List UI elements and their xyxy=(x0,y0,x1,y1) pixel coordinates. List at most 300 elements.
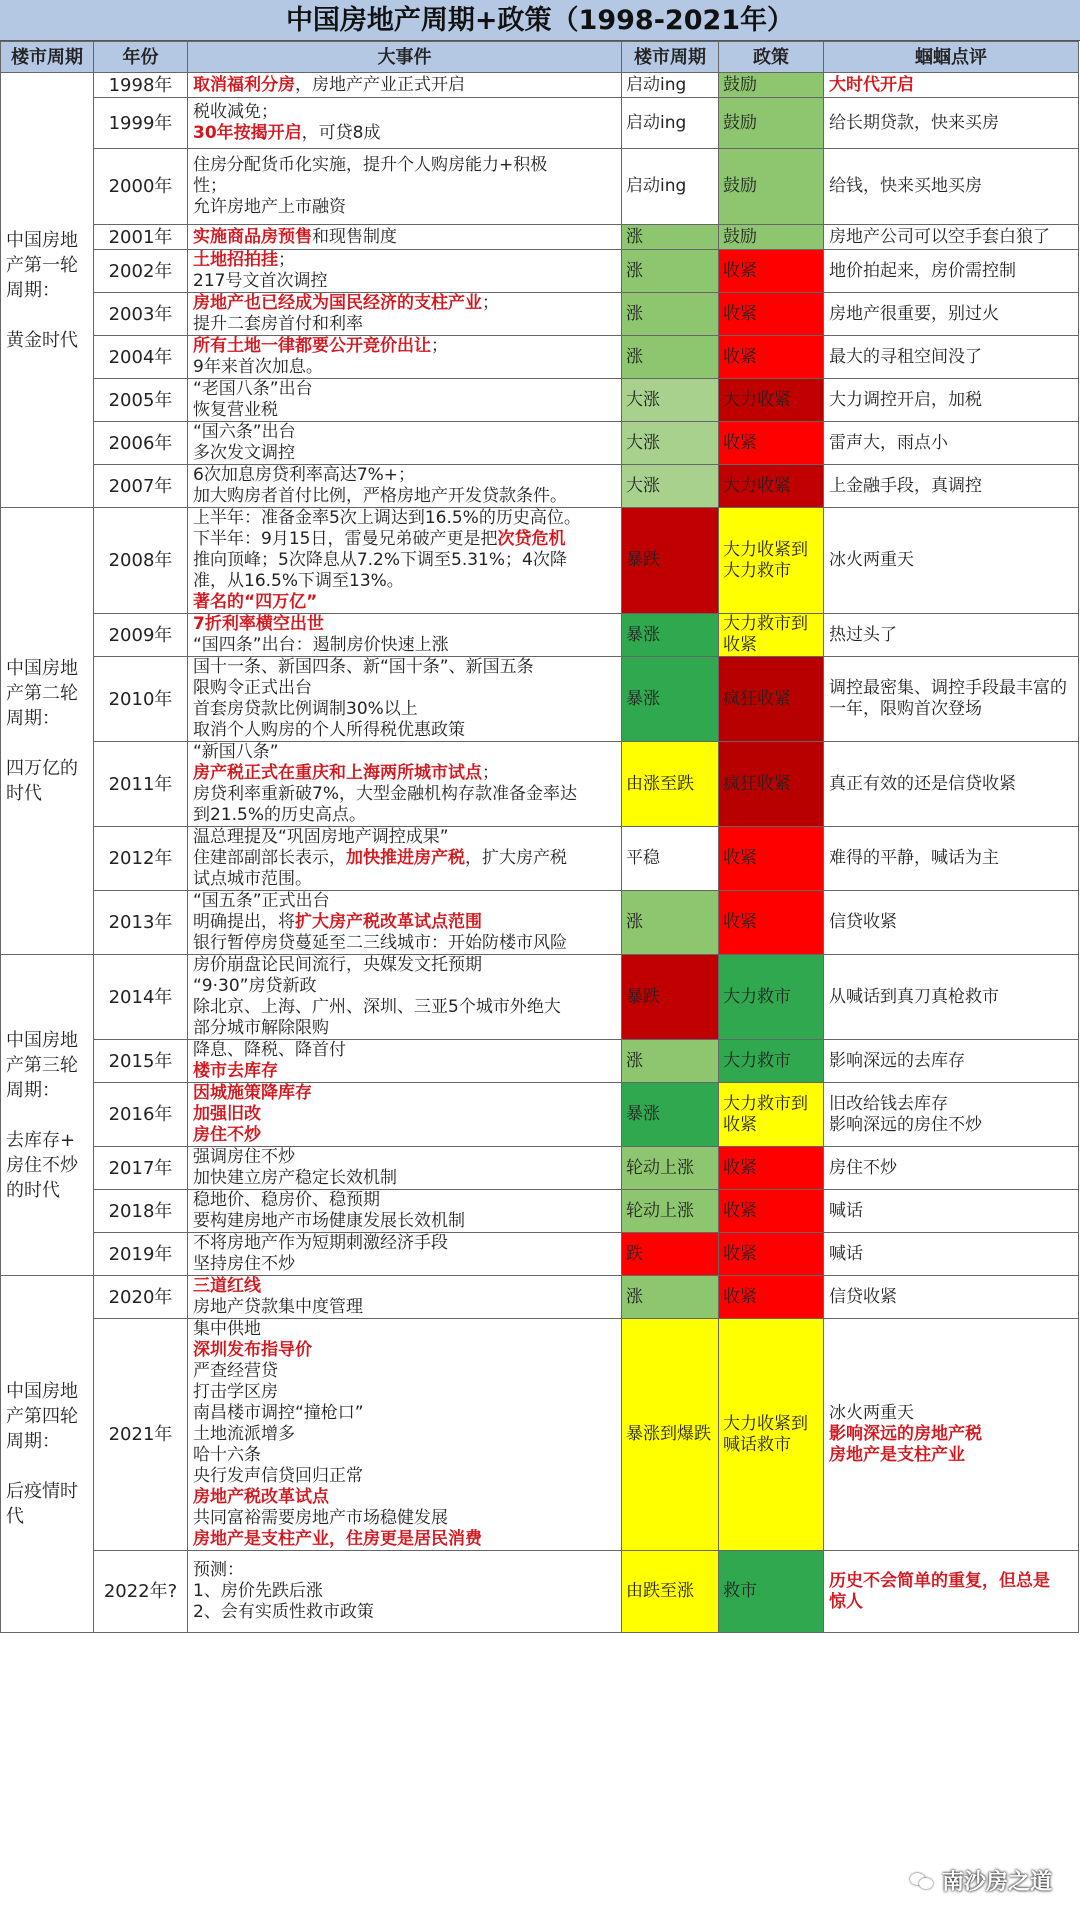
event-highlight: 楼市去库存 xyxy=(193,1061,278,1081)
event-text: 不将房地产作为短期刺激经济手段 xyxy=(193,1233,448,1253)
event-text: 加大购房者首付比例，严格房地产开发贷款条件。 xyxy=(193,486,567,506)
year-cell: 2005年 xyxy=(94,379,188,422)
event-highlight: 房地产税改革试点 xyxy=(193,1487,329,1507)
event-text: 税收减免； xyxy=(193,102,278,122)
event-text: 温总理提及“巩固房地产调控成果” xyxy=(193,827,449,847)
wechat-icon xyxy=(910,1871,936,1891)
cycle-cell: 涨 xyxy=(622,336,719,379)
comment-cell xyxy=(824,827,1079,891)
event-line xyxy=(193,422,618,443)
comment-text: 旧改给钱去库存 xyxy=(829,1093,948,1114)
event-highlight: 房地产也已经成为国民经济的支柱产业 xyxy=(193,293,482,313)
comment-text: 地价拍起来，房价需控制 xyxy=(829,260,1016,281)
event-text: 9年来首次加息。 xyxy=(193,357,323,377)
event-line xyxy=(193,805,618,826)
events-cell xyxy=(188,225,622,250)
year-cell: 2009年 xyxy=(94,614,188,657)
event-line xyxy=(193,508,618,529)
event-line xyxy=(193,571,618,592)
event-line xyxy=(193,657,618,678)
event-line xyxy=(193,1040,618,1061)
events-cell xyxy=(188,1083,622,1147)
event-highlight: 深圳发布指导价 xyxy=(193,1340,312,1360)
event-line xyxy=(193,1602,618,1623)
comment-cell xyxy=(824,293,1079,336)
table-row xyxy=(1,1083,1079,1147)
event-text: 要构建房地产市场健康发展长效机制 xyxy=(193,1211,465,1231)
event-highlight: 取消福利分房 xyxy=(193,74,295,95)
year-cell: 2017年 xyxy=(94,1147,188,1190)
event-text: 上半年：准备金率5次上调达到16.5%的历史高位。 xyxy=(193,508,581,528)
table-row xyxy=(1,1190,1079,1233)
comment-cell xyxy=(824,1551,1079,1633)
events-cell xyxy=(188,1319,622,1551)
watermark xyxy=(910,1865,1052,1896)
event-line xyxy=(193,699,618,720)
period-line: 中国房地 xyxy=(6,1381,78,1402)
year-cell: 2006年 xyxy=(94,422,188,465)
events-cell xyxy=(188,955,622,1040)
year-cell: 2004年 xyxy=(94,336,188,379)
event-highlight: 著名的“四万亿” xyxy=(193,592,318,612)
event-line xyxy=(193,1190,618,1211)
event-text: ； xyxy=(482,763,499,783)
cycle-cell: 启动ing xyxy=(622,98,719,149)
comment-text: 真正有效的还是信贷收紧 xyxy=(829,773,1016,794)
event-line xyxy=(193,1445,618,1466)
event-line xyxy=(193,592,618,613)
events-cell xyxy=(188,1551,622,1633)
event-line xyxy=(193,1508,618,1529)
event-text: “国五条”正式出台 xyxy=(193,891,330,911)
event-text: 1、房价先跌后涨 xyxy=(193,1581,323,1601)
period-cell xyxy=(1,73,94,508)
event-line xyxy=(193,1168,618,1189)
event-text: 打击学区房 xyxy=(193,1382,278,1402)
event-line xyxy=(193,176,618,197)
event-text: 下半年：9月15日，雷曼兄弟破产更是把 xyxy=(193,529,498,549)
events-cell xyxy=(188,657,622,742)
header-policy: 政策 xyxy=(719,42,824,73)
event-text: 国十一条、新国四条、新“国十条”、新国五条 xyxy=(193,657,534,677)
year-cell: 2001年 xyxy=(94,225,188,250)
event-text: 首套房贷款比例调制30%以上 xyxy=(193,699,418,719)
policy-cell: 疯狂收紧 xyxy=(719,657,824,742)
event-text: “老国八条”出台 xyxy=(193,379,313,399)
event-line xyxy=(193,933,618,954)
cycle-cell: 轮动上涨 xyxy=(622,1147,719,1190)
policy-cell: 收紧 xyxy=(719,293,824,336)
period-line xyxy=(6,1454,88,1479)
event-line xyxy=(193,1424,618,1445)
policy-cell: 救市 xyxy=(719,1551,824,1633)
year-cell: 2021年 xyxy=(94,1319,188,1551)
year-cell: 2010年 xyxy=(94,657,188,742)
comment-text: 信贷收紧 xyxy=(829,1286,897,1307)
event-text: 和现售制度 xyxy=(312,226,397,247)
period-cell xyxy=(1,1276,94,1633)
event-text: 217号文首次调控 xyxy=(193,271,328,291)
event-highlight: 扩大房产税改革试点范围 xyxy=(295,912,482,932)
comment-cell xyxy=(824,1233,1079,1276)
comment-cell xyxy=(824,1319,1079,1551)
policy-cell: 收紧 xyxy=(719,891,824,955)
event-line xyxy=(193,1061,618,1082)
event-line xyxy=(193,443,618,464)
events-cell xyxy=(188,293,622,336)
event-text: 房地产贷款集中度管理 xyxy=(193,1297,363,1317)
event-text: 南昌楼市调控“撞枪口” xyxy=(193,1403,364,1423)
event-text: 央行发声信贷回归正常 xyxy=(193,1466,363,1486)
year-cell: 2019年 xyxy=(94,1233,188,1276)
comment-cell xyxy=(824,225,1079,250)
header-cycle: 楼市周期 xyxy=(622,42,719,73)
event-line xyxy=(193,891,618,912)
events-cell xyxy=(188,742,622,827)
policy-cell: 疯狂收紧 xyxy=(719,742,824,827)
table-row xyxy=(1,1276,1079,1319)
header-comment: 蝈蝈点评 xyxy=(824,42,1079,73)
event-line xyxy=(193,1581,618,1602)
table-row xyxy=(1,149,1079,225)
comment-text: 房住不炒 xyxy=(829,1157,897,1178)
cycle-cell: 大涨 xyxy=(622,379,719,422)
event-line xyxy=(193,976,618,997)
event-text: 预测： xyxy=(193,1560,244,1580)
comment-cell xyxy=(824,250,1079,293)
cycle-cell: 平稳 xyxy=(622,827,719,891)
policy-cell: 收紧 xyxy=(719,1190,824,1233)
event-line xyxy=(193,293,618,314)
table-row xyxy=(1,422,1079,465)
event-highlight: 7折利率横空出世 xyxy=(193,614,324,634)
event-text: “国四条”出台：遏制房价快速上涨 xyxy=(193,635,449,655)
event-text: 性； xyxy=(193,176,227,196)
event-line xyxy=(193,1083,618,1104)
events-cell xyxy=(188,827,622,891)
table-row xyxy=(1,225,1079,250)
policy-cell: 大力收紧到大力救市 xyxy=(719,508,824,614)
event-text: 提升二套房首付和利率 xyxy=(193,314,363,334)
comment-cell xyxy=(824,465,1079,508)
event-text: 准，从16.5%下调至13%。 xyxy=(193,571,404,591)
event-text: 推向顶峰；5次降息从7.2%下调至5.31%；4次降 xyxy=(193,550,567,570)
event-text: 2、会有实质性救市政策 xyxy=(193,1602,374,1622)
event-text: 共同富裕需要房地产市场稳健发展 xyxy=(193,1508,448,1528)
comment-text: 影响深远的去库存 xyxy=(829,1050,965,1071)
table-row xyxy=(1,742,1079,827)
event-text: “国六条”出台 xyxy=(193,422,296,442)
event-text: 恢复营业税 xyxy=(193,400,278,420)
event-line xyxy=(193,678,618,699)
policy-cell: 鼓励 xyxy=(719,149,824,225)
table-body xyxy=(1,73,1079,1633)
period-line: 周期： xyxy=(6,1431,60,1452)
cycle-cell: 涨 xyxy=(622,1040,719,1083)
period-line: 四万亿的 xyxy=(6,758,78,779)
event-text: 坚持房住不炒 xyxy=(193,1254,295,1274)
comment-cell xyxy=(824,891,1079,955)
period-line: 黄金时代 xyxy=(6,329,78,351)
event-line xyxy=(193,1147,618,1168)
cycle-cell: 暴涨 xyxy=(622,1083,719,1147)
event-line xyxy=(193,1340,618,1361)
policy-cell: 大力救市 xyxy=(719,955,824,1040)
comment-text: 喊话 xyxy=(829,1243,863,1264)
event-text: 降息、降税、降首付 xyxy=(193,1040,346,1060)
policy-cell: 大力救市到收紧 xyxy=(719,614,824,657)
event-line xyxy=(193,1297,618,1318)
comment-cell xyxy=(824,955,1079,1040)
event-line xyxy=(193,1382,618,1403)
cycle-cell: 大涨 xyxy=(622,422,719,465)
comment-text: 冰火两重天 xyxy=(829,1403,914,1423)
table-row xyxy=(1,250,1079,293)
event-line xyxy=(193,379,618,400)
events-cell xyxy=(188,250,622,293)
cycle-cell: 涨 xyxy=(622,225,719,250)
comment-text: 从喊话到真刀真枪救市 xyxy=(829,986,999,1007)
event-text: 多次发文调控 xyxy=(193,443,295,463)
cycle-cell: 涨 xyxy=(622,293,719,336)
comment-cell xyxy=(824,742,1079,827)
comment-text: 大力调控开启，加税 xyxy=(829,389,982,410)
table-row xyxy=(1,379,1079,422)
comment-text: 雷声大，雨点小 xyxy=(829,432,948,453)
table-row xyxy=(1,1147,1079,1190)
event-text: 取消个人购房的个人所得税优惠政策 xyxy=(193,720,465,740)
policy-cell: 大力救市到收紧 xyxy=(719,1083,824,1147)
comment-text: 难得的平静，喊话为主 xyxy=(829,848,999,868)
event-line xyxy=(193,250,618,271)
event-line xyxy=(193,1254,618,1275)
comment-text: 给钱，快来买地买房 xyxy=(829,176,982,196)
comment-text: 影响深远的房住不炒 xyxy=(829,1114,982,1135)
policy-cell: 鼓励 xyxy=(719,73,824,98)
event-text: ； xyxy=(482,293,499,313)
event-line xyxy=(193,1361,618,1382)
period-line xyxy=(6,303,88,328)
cycle-cell: 暴涨到爆跌 xyxy=(622,1319,719,1551)
policy-cell: 收紧 xyxy=(719,250,824,293)
period-line: 中国房地 xyxy=(6,229,78,251)
comment-text: 冰火两重天 xyxy=(829,550,914,570)
event-line xyxy=(193,197,618,218)
policy-cell: 大力救市 xyxy=(719,1040,824,1083)
year-cell: 1998年 xyxy=(94,73,188,98)
event-line xyxy=(193,400,618,421)
comment-cell xyxy=(824,508,1079,614)
comment-text: 信贷收紧 xyxy=(829,912,897,932)
event-line xyxy=(193,848,618,869)
period-line: 周期： xyxy=(6,279,60,301)
events-cell xyxy=(188,465,622,508)
event-text: 限购令正式出台 xyxy=(193,678,312,698)
period-cell xyxy=(1,955,94,1276)
event-text: 加快建立房产稳定长效机制 xyxy=(193,1168,397,1188)
event-line xyxy=(193,1487,618,1508)
period-cell xyxy=(1,508,94,955)
events-cell xyxy=(188,891,622,955)
event-line xyxy=(193,1403,618,1424)
table-row xyxy=(1,336,1079,379)
event-line xyxy=(193,955,618,976)
event-text: 银行暂停房贷蔓延至二三线城市：开始防楼市风险 xyxy=(193,933,567,953)
policy-cell: 收紧 xyxy=(719,827,824,891)
event-line xyxy=(193,1104,618,1125)
events-cell xyxy=(188,379,622,422)
event-text: 土地流派增多 xyxy=(193,1424,295,1444)
comment-text: 给长期贷款，快来买房 xyxy=(829,112,999,133)
table-row xyxy=(1,293,1079,336)
comment-highlight: 房地产是支柱产业 xyxy=(829,1445,965,1465)
header-period: 楼市周期 xyxy=(1,42,94,73)
event-text: 除北京、上海、广州、深圳、三亚5个城市外绝大 xyxy=(193,997,561,1017)
period-line xyxy=(6,1103,88,1128)
event-text: 到21.5%的历史高点。 xyxy=(193,805,367,825)
events-cell xyxy=(188,508,622,614)
event-line xyxy=(193,784,618,805)
cycle-cell: 暴涨 xyxy=(622,614,719,657)
period-line: 房住不炒 xyxy=(6,1154,78,1176)
event-line xyxy=(193,550,618,571)
events-cell xyxy=(188,1233,622,1276)
event-line xyxy=(193,102,618,123)
event-line xyxy=(193,336,618,357)
event-text: 住房分配货币化实施，提升个人购房能力+积极 xyxy=(193,155,548,175)
year-cell: 2007年 xyxy=(94,465,188,508)
table-row xyxy=(1,1040,1079,1083)
comment-cell xyxy=(824,379,1079,422)
comment-cell xyxy=(824,1040,1079,1083)
event-highlight: 次贷危机 xyxy=(497,529,566,549)
table-row xyxy=(1,614,1079,657)
event-line xyxy=(193,720,618,741)
event-line xyxy=(193,1233,618,1254)
period-line: 产第四轮 xyxy=(6,1406,78,1427)
cycle-cell: 由涨至跌 xyxy=(622,742,719,827)
events-cell xyxy=(188,1147,622,1190)
comment-cell xyxy=(824,657,1079,742)
event-text: 房贷利率重新破7%，大型金融机构存款准备金率达 xyxy=(193,784,577,804)
period-line: 产第三轮 xyxy=(6,1054,78,1076)
event-text: ，可贷8成 xyxy=(301,123,381,143)
event-line xyxy=(193,357,618,378)
cycle-cell: 大涨 xyxy=(622,465,719,508)
year-cell: 2000年 xyxy=(94,149,188,225)
page-title: 中国房地产周期+政策（1998-2021年） xyxy=(0,0,1080,41)
cycle-cell: 启动ing xyxy=(622,149,719,225)
event-line xyxy=(193,1529,618,1550)
comment-text: 热过头了 xyxy=(829,624,897,645)
cycle-cell: 涨 xyxy=(622,891,719,955)
comment-cell xyxy=(824,1190,1079,1233)
policy-cell: 收紧 xyxy=(719,336,824,379)
event-line xyxy=(193,529,618,550)
events-cell xyxy=(188,336,622,379)
event-text: 稳地价、稳房价、稳预期 xyxy=(193,1190,380,1210)
period-line: 中国房地 xyxy=(6,658,78,679)
policy-cell: 收紧 xyxy=(719,422,824,465)
event-text: 明确提出，将 xyxy=(193,912,295,932)
event-line xyxy=(193,912,618,933)
year-cell: 2015年 xyxy=(94,1040,188,1083)
event-highlight: 房住不炒 xyxy=(193,1125,261,1145)
event-line xyxy=(193,635,618,656)
comment-cell xyxy=(824,149,1079,225)
comment-text: 最大的寻租空间没了 xyxy=(829,346,982,367)
policy-cell: 收紧 xyxy=(719,1147,824,1190)
comment-cell xyxy=(824,1083,1079,1147)
cycle-cell: 暴跌 xyxy=(622,955,719,1040)
event-text: 集中供地 xyxy=(193,1319,261,1339)
comment-highlight: 历史不会简单的重复，但总是 xyxy=(829,1570,1050,1591)
policy-cell: 收紧 xyxy=(719,1276,824,1319)
event-line xyxy=(193,997,618,1018)
event-text: 6次加息房贷利率高达7%+； xyxy=(193,465,416,485)
events-cell xyxy=(188,1276,622,1319)
policy-cell: 大力收紧到喊话救市 xyxy=(719,1319,824,1551)
period-line: 周期： xyxy=(6,708,60,729)
year-cell: 2008年 xyxy=(94,508,188,614)
event-line xyxy=(193,1018,618,1039)
comment-cell xyxy=(824,1276,1079,1319)
event-line xyxy=(193,763,618,784)
events-cell xyxy=(188,614,622,657)
table-row xyxy=(1,1233,1079,1276)
event-text: ，扩大房产税 xyxy=(465,848,567,868)
event-line xyxy=(193,465,618,486)
period-line: 周期： xyxy=(6,1079,60,1101)
event-line xyxy=(193,314,618,335)
event-text: “新国八条” xyxy=(193,742,279,762)
events-cell xyxy=(188,422,622,465)
comment-cell xyxy=(824,422,1079,465)
event-highlight: 土地招拍挂 xyxy=(193,250,278,270)
comment-highlight: 影响深远的房地产税 xyxy=(829,1424,982,1444)
table-row xyxy=(1,827,1079,891)
event-text: 严查经营贷 xyxy=(193,1361,278,1381)
cycle-cell: 由跌至涨 xyxy=(622,1551,719,1633)
policy-cell: 收紧 xyxy=(719,1233,824,1276)
year-cell: 2020年 xyxy=(94,1276,188,1319)
cycle-cell: 启动ing xyxy=(622,73,719,98)
period-line: 后疫情时 xyxy=(6,1481,78,1502)
event-line xyxy=(193,1560,618,1581)
event-line xyxy=(193,155,618,176)
year-cell: 2012年 xyxy=(94,827,188,891)
year-cell: 2002年 xyxy=(94,250,188,293)
cycle-table xyxy=(0,41,1079,1633)
events-cell xyxy=(188,149,622,225)
table-row xyxy=(1,657,1079,742)
event-highlight: 加强旧改 xyxy=(193,1104,261,1124)
comment-cell xyxy=(824,1147,1079,1190)
event-text: ； xyxy=(431,336,448,356)
comment-cell xyxy=(824,336,1079,379)
event-highlight: 房地产是支柱产业，住房更是居民消费 xyxy=(193,1529,482,1549)
policy-cell: 大力收紧 xyxy=(719,379,824,422)
year-cell: 2013年 xyxy=(94,891,188,955)
event-highlight: 30年按揭开启 xyxy=(193,123,302,143)
table-row xyxy=(1,1319,1079,1551)
cycle-cell: 涨 xyxy=(622,1276,719,1319)
year-cell: 2003年 xyxy=(94,293,188,336)
comment-cell xyxy=(824,73,1079,98)
comment-cell xyxy=(824,98,1079,149)
comment-text: 喊话 xyxy=(829,1200,863,1221)
event-line xyxy=(193,227,618,248)
